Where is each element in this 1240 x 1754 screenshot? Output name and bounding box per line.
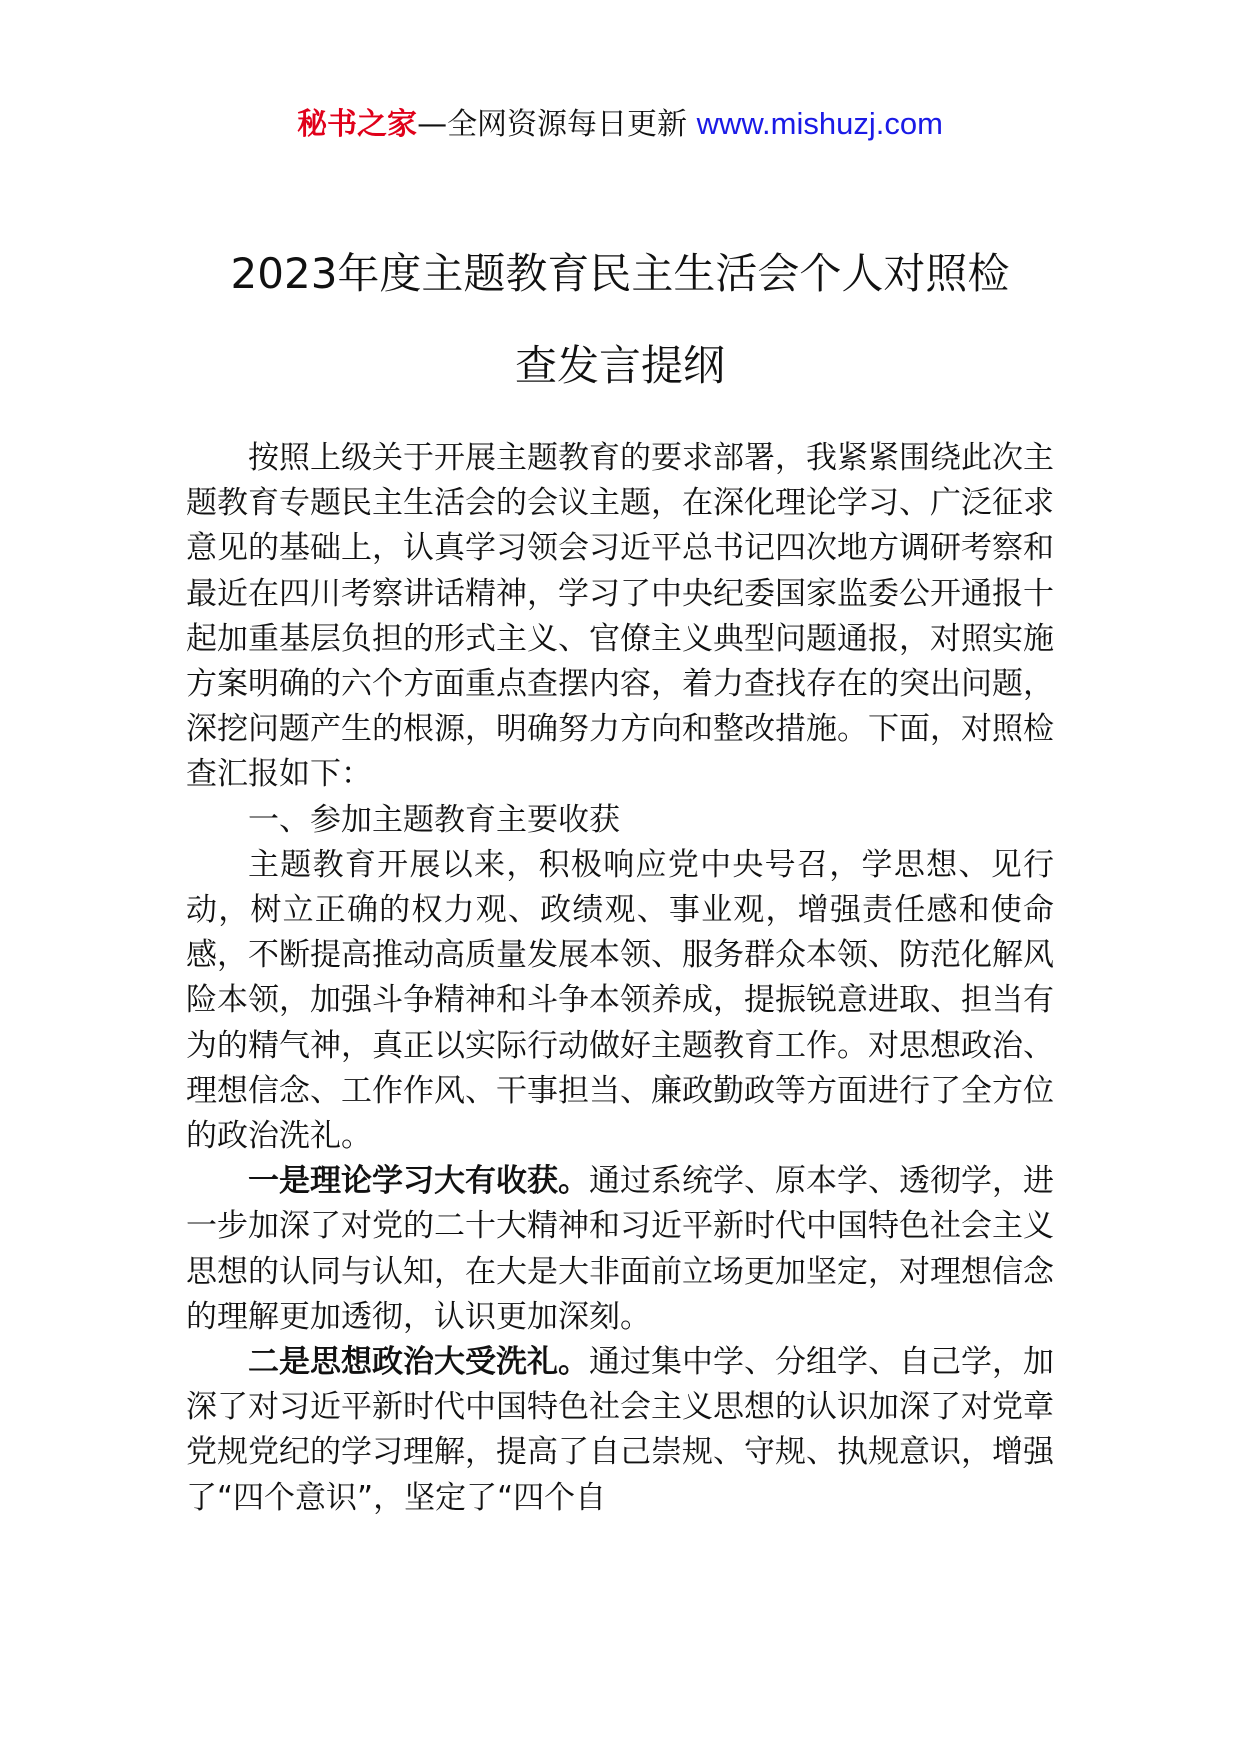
title-line-2: 查发言提纲	[514, 341, 725, 390]
site-header	[0, 102, 1240, 147]
paragraph-gains	[186, 843, 1054, 1159]
paragraph-point-2	[186, 1340, 1054, 1521]
paragraph-text: 通过系统学、原本学、透彻学，进一步加深了对党的二十大精神和习近平新时代中国特色社会主义思想的认同与认知，在大是大非面前立场更加坚定，对理想信念的理解更加透彻，认识更加深刻。	[186, 1163, 1054, 1335]
site-url-link[interactable]: www.mishuzj.com	[696, 106, 943, 141]
paragraph-text: 按照上级关于开展主题教育的要求部署，我紧紧围绕此次主题教育专题民主生活会的会议主题，在深化理论学习、广泛征求意见的基础上，认真学习领会习近平总书记四次地方调研考察和最近在四川考察讲话精神，学习了中央纪委国家监委公开通报十起加重基层负担的形式主义、官僚主义典型问题通报，对照实施方案明确的六个方面重点查摆内容，着力查找存在的突出问题，深挖问题产生的根源，明确努力方向和整改措施。下面，对照检查汇报如下：	[186, 440, 1054, 793]
section-heading-text: 一、参加主题教育主要收获	[248, 801, 620, 838]
document-title	[150, 228, 1090, 412]
site-slogan: —全网资源每日更新	[417, 107, 697, 142]
paragraph-lead: 一是理论学习大有收获。	[248, 1163, 589, 1200]
paragraph-text: 主题教育开展以来，积极响应党中央号召，学思想、见行动，树立正确的权力观、政绩观、事业观，增强责任感和使命感，不断提高推动高质量发展本领、服务群众本领、防范化解风险本领，加强斗争精神和斗争本领养成，提振锐意进取、担当有为的精气神，真正以实际行动做好主题教育工作。对思想政治、理想信念、工作作风、干事担当、廉政勤政等方面进行了全方位的政治洗礼。	[186, 846, 1054, 1155]
title-line-1: 2023年度主题教育民主生活会个人对照检	[230, 249, 1010, 298]
document-body	[186, 436, 1054, 1521]
paragraph-intro	[186, 436, 1054, 798]
section-heading-1	[186, 798, 1054, 843]
paragraph-lead: 二是思想政治大受洗礼。	[248, 1344, 589, 1381]
paragraph-point-1	[186, 1159, 1054, 1340]
paragraph-text: 通过集中学、分组学、自己学，加深了对习近平新时代中国特色社会主义思想的认识加深了对党章党规党纪的学习理解，提高了自己崇规、守规、执规意识，增强了“四个意识”，坚定了“四个自	[186, 1344, 1054, 1516]
site-brand: 秘书之家	[297, 107, 418, 142]
